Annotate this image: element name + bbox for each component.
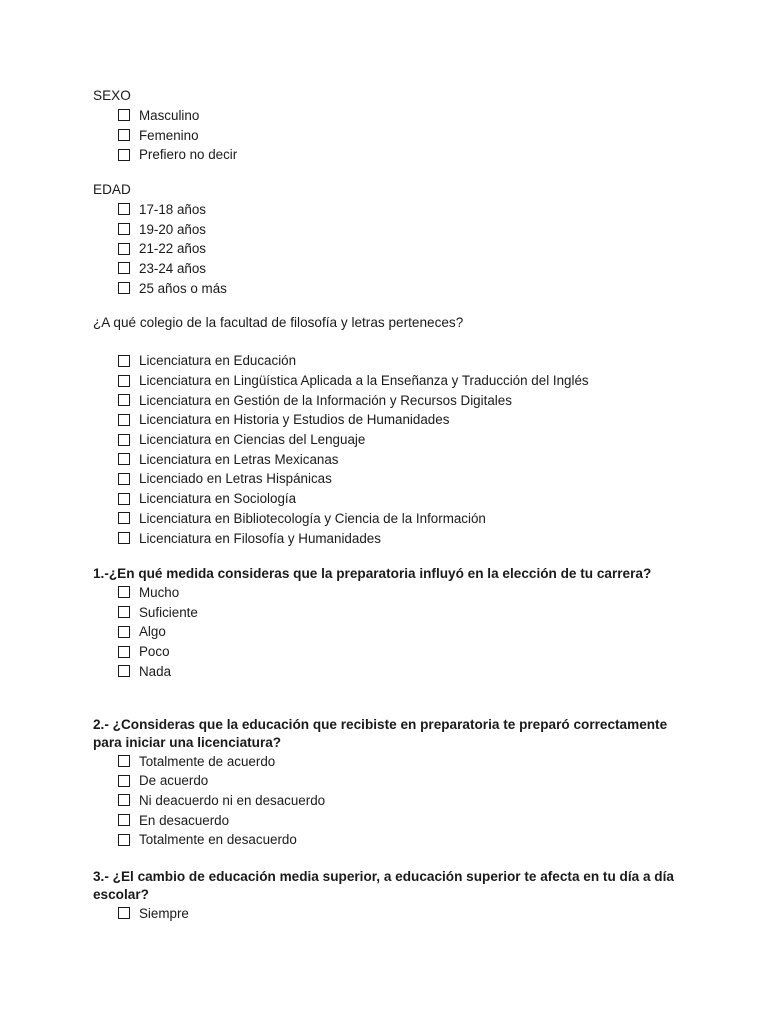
- option-colegio-letras-hispanicas[interactable]: [118, 469, 693, 489]
- question-sexo: [93, 86, 693, 165]
- checkbox[interactable]: [118, 665, 130, 677]
- question-edad: [93, 180, 693, 298]
- option-label: 25 años o más: [139, 280, 227, 296]
- option-totalmente-de-acuerdo[interactable]: [118, 751, 693, 771]
- checkbox[interactable]: [118, 394, 130, 406]
- checkbox[interactable]: [118, 834, 130, 846]
- question-3: [93, 868, 693, 923]
- option-label: Licenciatura en Educación: [139, 353, 297, 369]
- option-list: [93, 106, 693, 165]
- option-label: Suficiente: [139, 604, 198, 620]
- question-title: 3.- ¿El cambio de educación media superior, a educación superior te afecta en tu día a día escolar?: [93, 869, 674, 902]
- checkbox[interactable]: [118, 223, 130, 235]
- checkbox[interactable]: [118, 109, 130, 121]
- option-colegio-filosofia[interactable]: [118, 528, 693, 548]
- question-2: [93, 716, 693, 850]
- option-label: Femenino: [139, 127, 199, 143]
- option-label: 17-18 años: [139, 201, 207, 217]
- option-label: 23-24 años: [139, 260, 207, 276]
- checkbox[interactable]: [118, 493, 130, 505]
- option-colegio-linguistica[interactable]: [118, 371, 693, 391]
- option-ni-deacuerdo[interactable]: [118, 791, 693, 811]
- checkbox[interactable]: [118, 355, 130, 367]
- option-colegio-historia[interactable]: [118, 410, 693, 430]
- option-en-desacuerdo[interactable]: [118, 810, 693, 830]
- option-colegio-sociologia[interactable]: [118, 489, 693, 509]
- question-title: 1.-¿En qué medida consideras que la preparatoria influyó en la elección de tu carrera?: [93, 566, 652, 581]
- option-colegio-letras-mexicanas[interactable]: [118, 449, 693, 469]
- option-label: En desacuerdo: [139, 812, 230, 828]
- question-colegio: [93, 313, 693, 333]
- checkbox[interactable]: [118, 203, 130, 215]
- option-label: Licenciatura en Lingüística Aplicada a la Enseñanza y Traducción del Inglés: [139, 373, 589, 389]
- option-label: 19-20 años: [139, 221, 207, 237]
- checkbox[interactable]: [118, 473, 130, 485]
- option-colegio-lenguaje[interactable]: [118, 430, 693, 450]
- checkbox[interactable]: [118, 775, 130, 787]
- checkbox[interactable]: [118, 814, 130, 826]
- checkbox[interactable]: [118, 646, 130, 658]
- option-label: Masculino: [139, 107, 200, 123]
- question-1: [93, 565, 693, 681]
- checkbox[interactable]: [118, 586, 130, 598]
- option-label: Licenciatura en Ciencias del Lenguaje: [139, 432, 366, 448]
- checkbox[interactable]: [118, 375, 130, 387]
- option-label: Poco: [139, 644, 170, 659]
- option-nada[interactable]: [118, 661, 693, 681]
- checkbox[interactable]: [118, 512, 130, 524]
- option-suficiente[interactable]: [118, 602, 693, 622]
- option-label: Licenciatura en Gestión de la Información y Recursos Digitales: [139, 392, 512, 408]
- option-label: Licenciatura en Bibliotecología y Ciencia de la Información: [139, 510, 486, 526]
- option-colegio-gestion[interactable]: [118, 390, 693, 410]
- option-label: Totalmente en desacuerdo: [139, 832, 297, 848]
- option-prefiero-no-decir[interactable]: [118, 145, 693, 165]
- checkbox[interactable]: [118, 243, 130, 255]
- option-23-24[interactable]: [118, 259, 693, 279]
- question-colegio-options: [93, 351, 693, 548]
- option-de-acuerdo[interactable]: [118, 771, 693, 791]
- option-list: [93, 200, 693, 298]
- option-21-22[interactable]: [118, 239, 693, 259]
- option-femenino[interactable]: [118, 125, 693, 145]
- question-title: ¿A qué colegio de la facultad de filosofía y letras perteneces?: [93, 315, 464, 330]
- option-label: Licenciatura en Letras Mexicanas: [139, 451, 339, 467]
- checkbox[interactable]: [118, 606, 130, 618]
- option-label: Algo: [139, 624, 166, 640]
- option-list: [93, 751, 693, 849]
- checkbox[interactable]: [118, 282, 130, 294]
- option-list: [93, 903, 693, 923]
- option-label: Ni deacuerdo ni en desacuerdo: [139, 792, 326, 808]
- question-title: SEXO: [93, 88, 131, 103]
- option-label: Mucho: [139, 584, 180, 600]
- checkbox[interactable]: [118, 907, 130, 919]
- option-colegio-educacion[interactable]: [118, 351, 693, 371]
- option-label: Licenciatura en Filosofía y Humanidades: [139, 530, 381, 546]
- option-label: 21-22 años: [139, 241, 207, 257]
- option-algo[interactable]: [118, 622, 693, 642]
- checkbox[interactable]: [118, 453, 130, 465]
- option-label: De acuerdo: [139, 773, 209, 789]
- checkbox[interactable]: [118, 262, 130, 274]
- option-label: Licenciatura en Sociología: [139, 491, 297, 507]
- option-label: Prefiero no decir: [139, 147, 238, 163]
- question-title: 2.- ¿Consideras que la educación que recibiste en preparatoria te preparó correctamente para iniciar una licenciatura?: [93, 717, 668, 750]
- question-title: EDAD: [93, 182, 131, 197]
- checkbox[interactable]: [118, 626, 130, 638]
- option-siempre[interactable]: [118, 903, 693, 923]
- option-list: [93, 351, 693, 548]
- option-17-18[interactable]: [118, 200, 693, 220]
- option-totalmente-en-desacuerdo[interactable]: [118, 830, 693, 850]
- option-colegio-bibliotecologia[interactable]: [118, 509, 693, 529]
- option-masculino[interactable]: [118, 106, 693, 126]
- checkbox[interactable]: [118, 149, 130, 161]
- checkbox[interactable]: [118, 794, 130, 806]
- option-label: Licenciado en Letras Hispánicas: [139, 471, 332, 487]
- checkbox[interactable]: [118, 129, 130, 141]
- option-label: Totalmente de acuerdo: [139, 753, 276, 769]
- option-list: [93, 583, 693, 681]
- option-poco[interactable]: [118, 642, 693, 662]
- option-label: Nada: [139, 663, 172, 679]
- option-label: Siempre: [139, 905, 189, 921]
- option-mucho[interactable]: [118, 583, 693, 603]
- checkbox[interactable]: [118, 755, 130, 767]
- option-25-mas[interactable]: [118, 278, 693, 298]
- checkbox[interactable]: [118, 532, 130, 544]
- option-label: Licenciatura en Historia y Estudios de Humanidades: [139, 412, 450, 428]
- checkbox[interactable]: [118, 414, 130, 426]
- checkbox[interactable]: [118, 434, 130, 446]
- option-19-20[interactable]: [118, 219, 693, 239]
